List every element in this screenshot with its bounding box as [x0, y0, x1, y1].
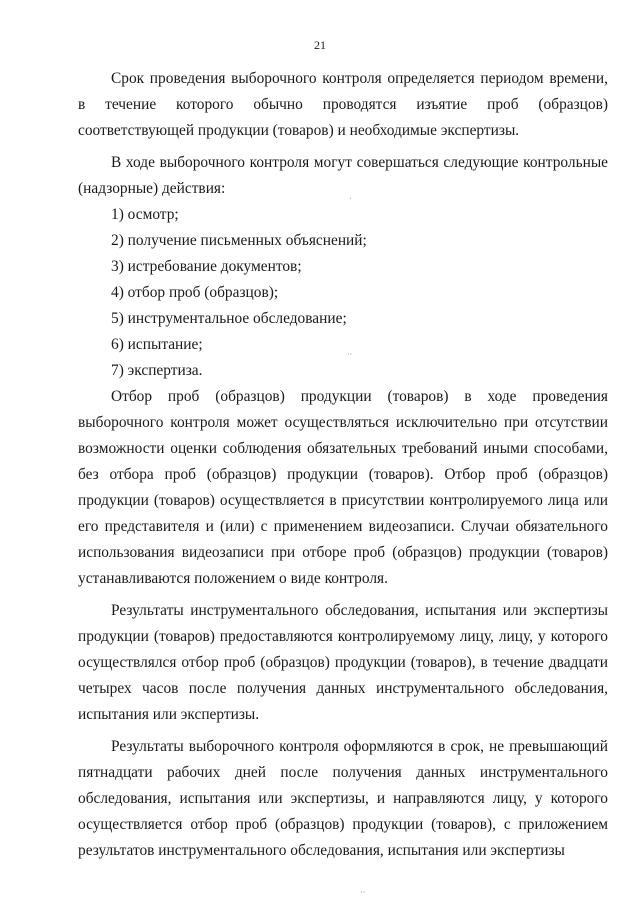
control-actions-list	[78, 202, 608, 384]
page-number: 21	[314, 38, 326, 52]
list-item: 5) инструментальное обследование;	[111, 310, 347, 327]
document-body	[78, 66, 608, 864]
paragraph-sampling-rules: Отбор проб (образцов) продукции (товаров) в ходе проведения выборочного контроля может осуществляться исключительно при отсутствии возможности оценки соблюдения обязательных требований иными способами, без отбора проб (образцов) продукции (товаров). Отбор проб (образцов) продукции (товаров) осуществляется в присутствии контролируемого лица или его представителя и (или) с применением видеозаписи. Случаи обязательного использования видеозаписи при отборе проб (образцов) продукции (товаров) устанавливаются положением о виде контроля.	[78, 388, 608, 587]
paragraph-results-formalized: Результаты выборочного контроля оформляются в срок, не превышающий пятнадцати рабочих дней после получения данных инструментального обследования, испытания или экспертизы, и направляются лицу, у которого осуществляется отбор проб (образцов) продукции (товаров), с приложением результатов инструментального обследования, испытания или экспертизы	[78, 738, 608, 859]
scan-speck: ··	[360, 888, 366, 897]
scan-speck: ·	[349, 194, 352, 203]
scan-speck: ··	[347, 350, 353, 359]
list-item: 6) испытание;	[111, 336, 203, 353]
paragraph-results-provided: Результаты инструментального обследования, испытания или экспертизы продукции (товаров) предоставляются контролируемому лицу, лицу, у которого осуществлялся отбор проб (образцов) продукции (товаров), в течение двадцати четырех часов после получения данных инструментального обследования, испытания или экспертизы.	[78, 602, 608, 723]
list-item: 3) истребование документов;	[111, 258, 302, 275]
list-item: 4) отбор проб (образцов);	[111, 284, 279, 301]
paragraph-sampling-period: Срок проведения выборочного контроля определяется периодом времени, в течение которого обычно проводятся изъятие проб (образцов) соответствующей продукции (товаров) и необходимые экспертизы.	[78, 70, 608, 139]
paragraph-control-actions-intro: В ходе выборочного контроля могут совершаться следующие контрольные (надзорные) действия:	[78, 154, 608, 197]
list-item: 2) получение письменных объяснений;	[111, 232, 367, 249]
list-item: 7) экспертиза.	[111, 362, 203, 379]
list-item: 1) осмотр;	[111, 206, 179, 223]
